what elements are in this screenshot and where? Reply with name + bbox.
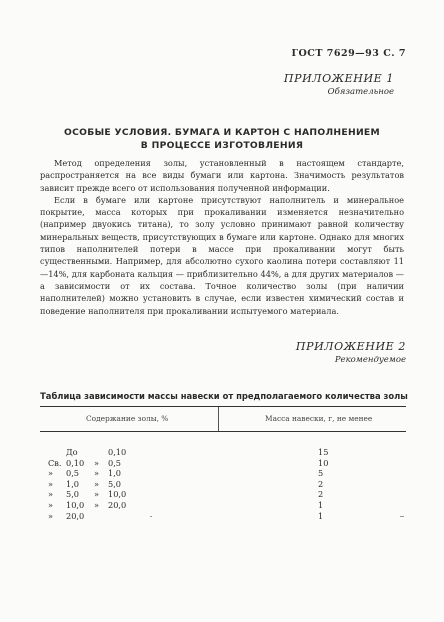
scan-speck	[400, 516, 404, 517]
row-from-value: 0,5	[66, 468, 80, 479]
table-row	[0, 447, 444, 457]
appendix-2-heading	[296, 340, 406, 365]
row-to-value: 0,10	[108, 447, 127, 457]
section-title	[40, 126, 404, 152]
row-prefix: »	[48, 468, 54, 479]
appendix-1-status: Обязательное	[327, 87, 394, 97]
row-mass-value: 1	[318, 500, 324, 510]
row-mass-value: 1	[318, 510, 324, 521]
row-separator: »	[94, 457, 100, 468]
table-row	[0, 458, 444, 468]
table-row	[0, 500, 444, 510]
scan-speck	[150, 516, 152, 517]
row-separator: »	[94, 478, 100, 489]
appendix-1-heading	[284, 72, 394, 97]
row-prefix: »	[48, 500, 54, 510]
row-from-value: 10,0	[66, 500, 85, 510]
row-mass-value: 15	[318, 447, 329, 457]
row-to-value: 20,0	[108, 500, 127, 510]
table-top-rule	[40, 406, 406, 407]
row-to-value: 1,0	[108, 468, 122, 479]
appendix-1-title: ПРИЛОЖЕНИЕ 1	[283, 72, 394, 85]
table-header-ash-content: Содержание золы, %	[86, 414, 169, 423]
table-header-rule	[40, 431, 406, 432]
row-to-value: 10,0	[108, 489, 127, 500]
appendix-2-status: Рекомендуемое	[334, 355, 406, 365]
table-row	[0, 468, 444, 478]
row-to-value: 5,0	[108, 478, 122, 489]
row-prefix: Св.	[48, 457, 62, 468]
row-separator: »	[94, 468, 100, 479]
table-row	[0, 511, 444, 521]
row-mass-value: 10	[318, 457, 329, 468]
page-header: ГОСТ 7629—93 С. 7	[291, 48, 406, 59]
table-title: Таблица зависимости массы навески от предполагаемого количества золы	[40, 391, 408, 401]
row-to-value: 0,5	[108, 457, 122, 468]
table-row	[0, 479, 444, 489]
row-prefix: »	[48, 489, 54, 500]
section-body	[40, 157, 404, 317]
row-from-value: 0,10	[66, 457, 85, 468]
paragraph-1: Метод определения золы, установленный в настоящем стандарте, распространяется на все виды бумаги или картона. Значимость результатов зависит прежде всего от использования полученной информации.	[40, 158, 404, 193]
row-from-value: 1,0	[66, 478, 80, 489]
table-row	[0, 489, 444, 499]
row-separator: »	[94, 500, 100, 510]
section-title-line-1: ОСОБЫЕ УСЛОВИЯ. БУМАГА И КАРТОН С НАПОЛНЕНИЕМ	[64, 127, 380, 138]
row-from-value: 5,0	[66, 489, 80, 500]
row-mass-value: 5	[318, 468, 324, 479]
table-header-sample-mass: Масса навески, г, не менее	[265, 414, 373, 423]
appendix-2-title: ПРИЛОЖЕНИЕ 2	[295, 340, 406, 353]
row-from-value: 20,0	[66, 510, 85, 521]
table-column-divider	[218, 407, 219, 431]
row-from-value: До	[66, 447, 78, 457]
row-separator: »	[94, 489, 100, 500]
section-title-line-2: В ПРОЦЕССЕ ИЗГОТОВЛЕНИЯ	[140, 140, 304, 151]
row-mass-value: 2	[318, 478, 324, 489]
row-prefix: »	[48, 510, 54, 521]
paragraph-2: Если в бумаге или картоне присутствуют наполнитель и минеральное покрытие, масса которых при прокаливании изменяется незначительно (например двуокись титана), то золу условно принимают равной количеству минеральных веществ, присутствующих в бумаге или картоне. Однако для многих типов наполнителей потери в массе при прокаливании могут быть существенными. Например, для абсолютно сухого каолина потери составляют 11—14%, для карбоната кальция — приблизительно 44%, а для других материалов — а зависимости от их состава. Точное количество золы (при наличии наполнителей) можно установить в случае, если известен химический состав и поведение наполнителя при прокаливании испытуемого материала.	[40, 194, 404, 316]
row-prefix: »	[48, 478, 54, 489]
row-mass-value: 2	[318, 489, 324, 500]
